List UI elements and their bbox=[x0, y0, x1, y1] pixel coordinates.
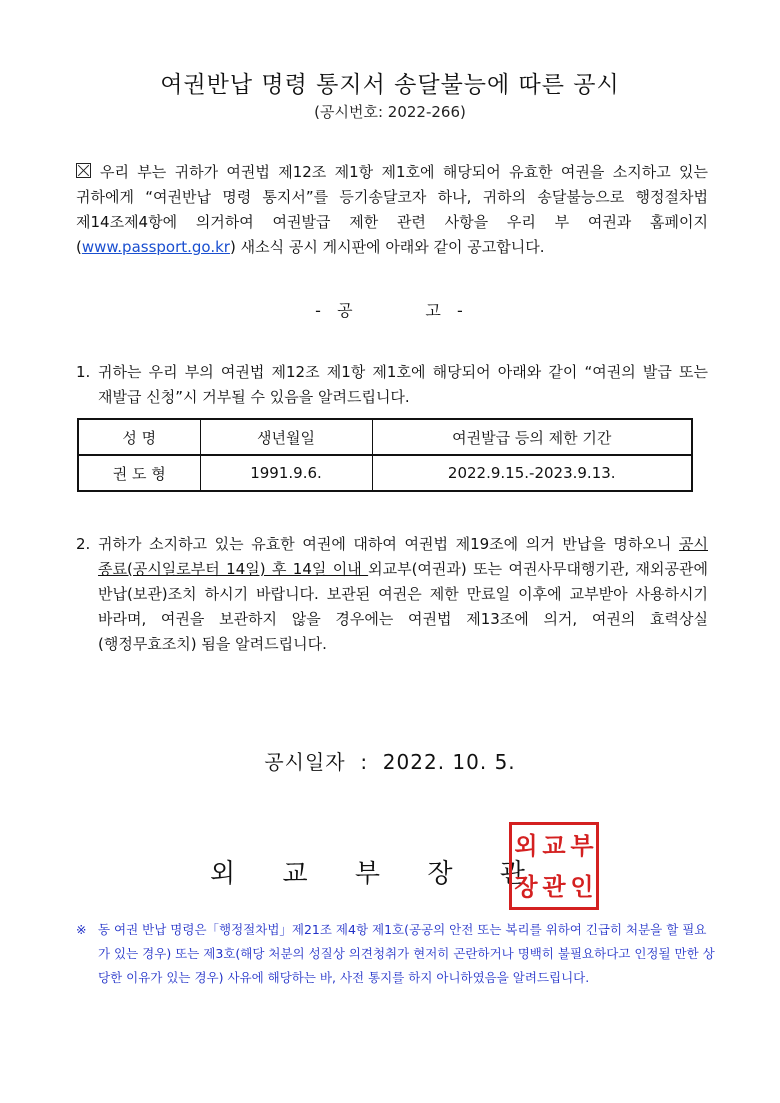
footnote-mark: ※ bbox=[76, 922, 87, 937]
seal-char: 외 bbox=[514, 831, 538, 860]
header-name: 성 명 bbox=[78, 419, 200, 455]
item-2-text-after: 외교부(여권과) 또는 여권사무대행기관, 재외공관에 반납(보관)조치 하시기 바랍니다. 보관된 여권은 제한 만료일 이후에 교부받아 사용하시기 바라며, 여권을 보관하지 않을 경우에는 여권법 제13조에 의거, 여권의 효력상실(행정무효조치) 됨을 알려드립니다. bbox=[98, 560, 708, 653]
page-title: 여권반납 명령 통지서 송달불능에 따른 공시 bbox=[160, 72, 620, 98]
seal-char: 부 bbox=[570, 831, 594, 860]
item-2-deadline: 공시 종료(공시일로부터 14일) 후 14일 이내 bbox=[98, 535, 708, 578]
notice-heading: - 공 고 - bbox=[315, 301, 465, 320]
cell-birthdate: 1991.9.6. bbox=[200, 455, 372, 491]
header-restriction-period: 여권발급 등의 제한 기간 bbox=[372, 419, 692, 455]
table-row bbox=[78, 455, 692, 491]
footnote-text: 동 여권 반납 명령은「행정절차법」제21조 제4항 제1호(공공의 안전 또는 복리를 위하여 긴급히 처분을 할 필요가 있는 경우) 또는 제3호(해당 처분의 성질상 의견청취가 현저히 곤란하거나 명백히 불필요하다고 인정될 만한 상당한 이유가 있는 경우) 사유에 해당하는 바, 사전 통지를 하지 아니하였음을 알려드립니다. bbox=[98, 922, 715, 985]
item-1 bbox=[76, 360, 708, 410]
intro-text-before-link: 우리 부는 귀하가 여권법 제12조 제1항 제1호에 해당되어 유효한 여권을 소지하고 있는 귀하에게 “여권반납 명령 통지서”를 등기송달코자 하나, 귀하의 송달불능으로 행정절차법 제14조제4항에 의거하여 여권발급 제한 관련 사항을 우리 부 여권과 홈페이지( bbox=[76, 163, 708, 256]
intro-paragraph bbox=[76, 160, 708, 260]
item-2-number: 2. bbox=[76, 535, 91, 553]
cell-restriction-period: 2022.9.15.-2023.9.13. bbox=[372, 455, 692, 491]
seal-char: 교 bbox=[542, 831, 566, 860]
seal-char: 관 bbox=[542, 872, 566, 901]
cell-name: 권 도 형 bbox=[78, 455, 200, 491]
notice-date: 공시일자 : 2022. 10. 5. bbox=[264, 750, 516, 774]
header-birthdate: 생년월일 bbox=[200, 419, 372, 455]
issuer-signature: 외 교 부 장 관 bbox=[210, 859, 526, 889]
restriction-table bbox=[77, 418, 693, 492]
notice-number: (공시번호: 2022-266) bbox=[314, 103, 466, 121]
checkbox-x-icon bbox=[76, 163, 91, 178]
item-1-text: 귀하는 우리 부의 여권법 제12조 제1항 제1호에 해당되어 아래와 같이 “여권의 발급 또는 재발급 신청”시 거부될 수 있음을 알려드립니다. bbox=[98, 363, 708, 406]
item-2 bbox=[76, 532, 708, 657]
footnote bbox=[76, 918, 716, 990]
intro-text-after-link: ) 새소식 공시 게시판에 아래와 같이 공고합니다. bbox=[229, 238, 545, 256]
item-2-text bbox=[76, 532, 708, 657]
official-seal-icon bbox=[509, 822, 599, 910]
item-1-number: 1. bbox=[76, 363, 91, 381]
passport-website-link[interactable]: www.passport.go.kr bbox=[81, 238, 230, 256]
item-2-text-before: 귀하가 소지하고 있는 유효한 여권에 대하여 여권법 제19조에 의거 반납을 명하오니 bbox=[98, 535, 680, 553]
seal-char: 장 bbox=[514, 872, 538, 901]
table-header-row bbox=[78, 419, 692, 455]
seal-char: 인 bbox=[570, 872, 594, 901]
